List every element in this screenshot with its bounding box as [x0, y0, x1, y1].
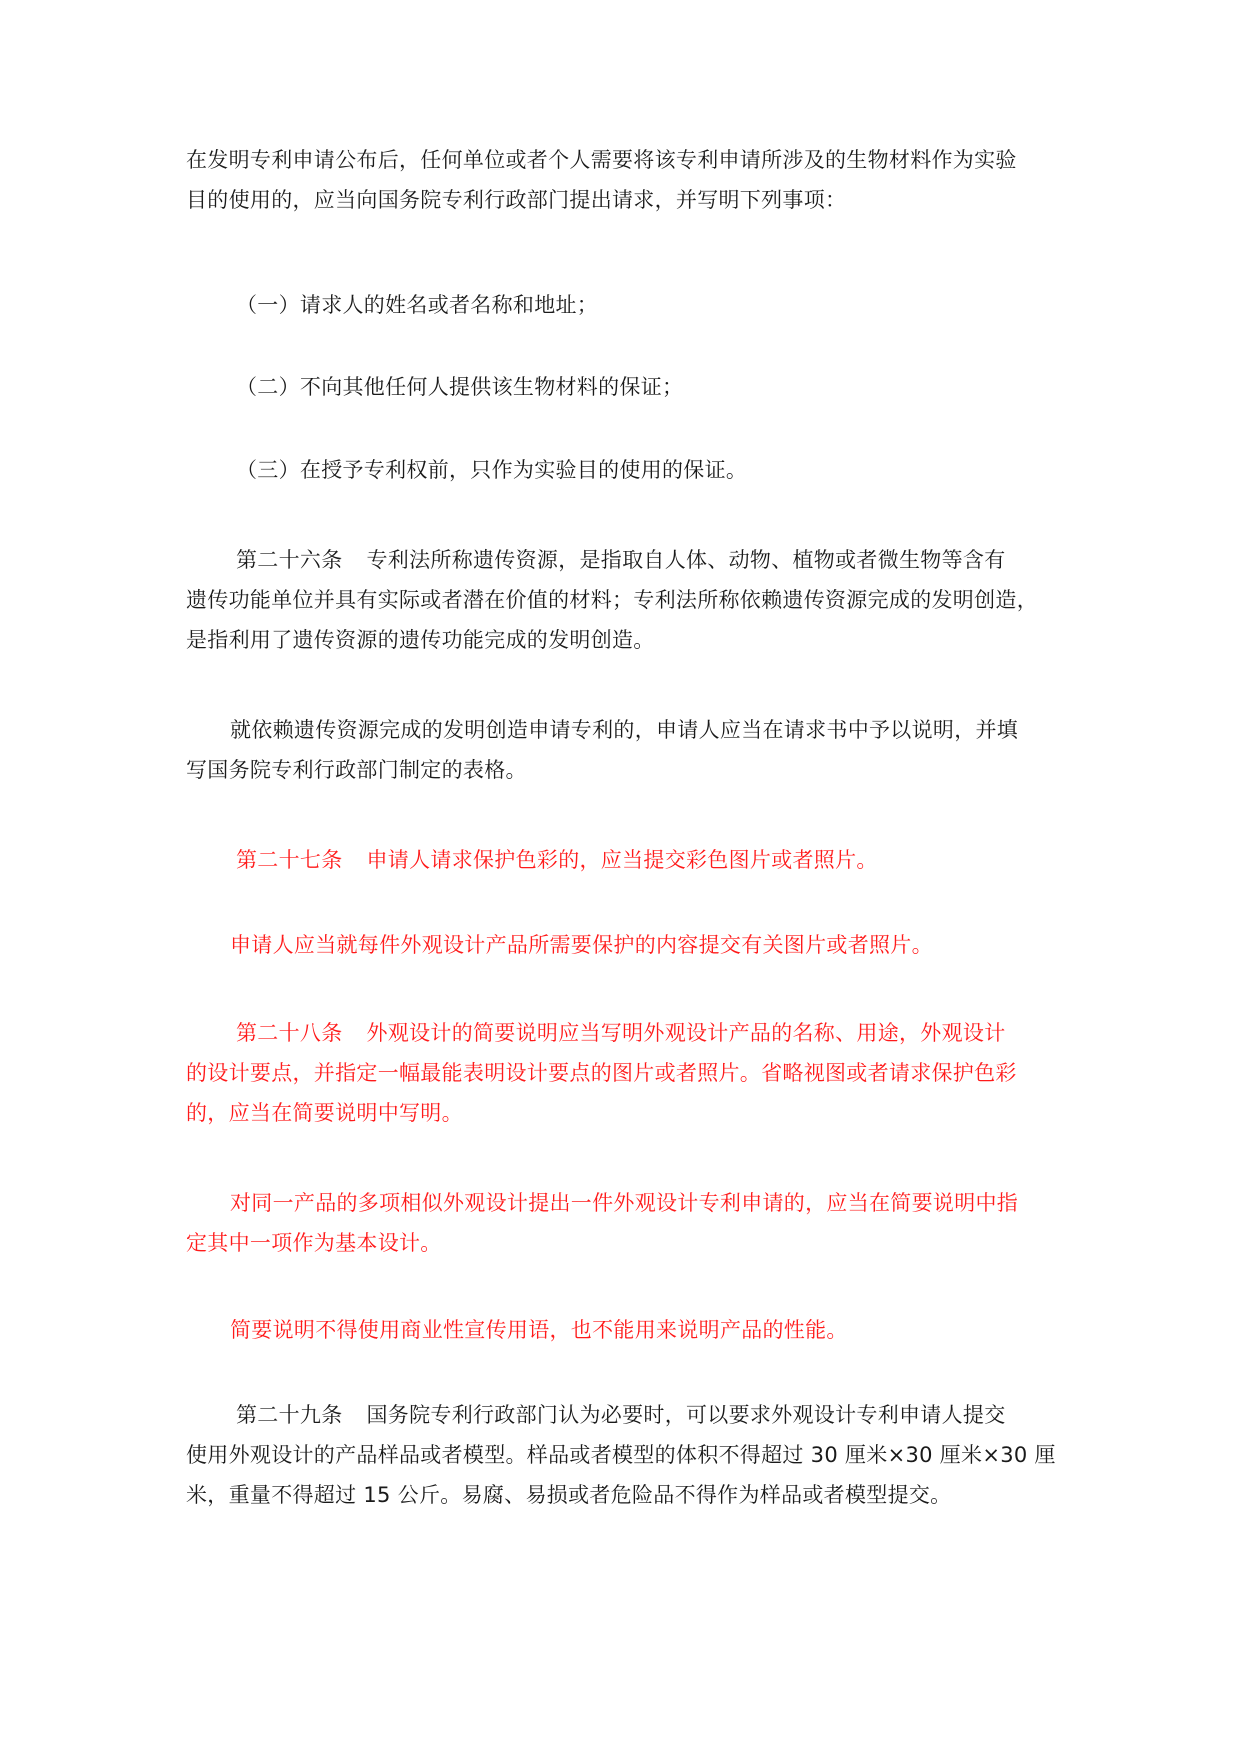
paragraph-line: 在发明专利申请公布后，任何单位或者个人需要将该专利申请所涉及的生物材料作为实验: [186, 148, 1017, 172]
list-item: （二）不向其他任何人提供该生物材料的保证；: [236, 375, 684, 399]
paragraph-line: 就依赖遗传资源完成的发明创造申请专利的，申请人应当在请求书中予以说明，并填: [230, 718, 1019, 742]
article-number: 第二十八条: [236, 1021, 343, 1045]
paragraph-line: 使用外观设计的产品样品或者模型。样品或者模型的体积不得超过 30 厘米×30 厘米×30 厘: [186, 1443, 1056, 1467]
paragraph-line: 申请人应当就每件外观设计产品所需要保护的内容提交有关图片或者照片。: [230, 933, 933, 957]
paragraph-line: 定其中一项作为基本设计。: [186, 1231, 442, 1255]
list-item: （三）在授予专利权前，只作为实验目的使用的保证。: [236, 458, 748, 482]
paragraph-line: 对同一产品的多项相似外观设计提出一件外观设计专利申请的，应当在简要说明中指: [230, 1191, 1019, 1215]
article-text: 国务院专利行政部门认为必要时，可以要求外观设计专利申请人提交: [366, 1403, 1006, 1427]
paragraph-line: 写国务院专利行政部门制定的表格。: [186, 758, 527, 782]
article-text: 外观设计的简要说明应当写明外观设计产品的名称、用途，外观设计: [366, 1021, 1006, 1045]
list-item: （一）请求人的姓名或者名称和地址；: [236, 293, 599, 317]
paragraph-line: 的，应当在简要说明中写明。: [186, 1101, 463, 1125]
article-line: [236, 545, 1006, 575]
paragraph-line: 米，重量不得超过 15 公斤。易腐、易损或者危险品不得作为样品或者模型提交。: [186, 1483, 952, 1507]
article-line: [236, 1400, 1006, 1430]
paragraph-line: 的设计要点，并指定一幅最能表明设计要点的图片或者照片。省略视图或者请求保护色彩: [186, 1061, 1017, 1085]
paragraph-line: 是指利用了遗传资源的遗传功能完成的发明创造。: [186, 628, 655, 652]
paragraph-line: 简要说明不得使用商业性宣传用语，也不能用来说明产品的性能。: [230, 1318, 848, 1342]
article-text: 申请人请求保护色彩的，应当提交彩色图片或者照片。: [366, 848, 878, 872]
article-number: 第二十六条: [236, 548, 343, 572]
article-line: [236, 1018, 1006, 1048]
article-number: 第二十七条: [236, 848, 343, 872]
article-line: [236, 845, 878, 875]
paragraph-line: 目的使用的，应当向国务院专利行政部门提出请求，并写明下列事项：: [186, 188, 847, 212]
article-number: 第二十九条: [236, 1403, 343, 1427]
paragraph-line: 遗传功能单位并具有实际或者潜在价值的材料；专利法所称依赖遗传资源完成的发明创造，: [186, 588, 1038, 612]
article-text: 专利法所称遗传资源，是指取自人体、动物、植物或者微生物等含有: [366, 548, 1006, 572]
